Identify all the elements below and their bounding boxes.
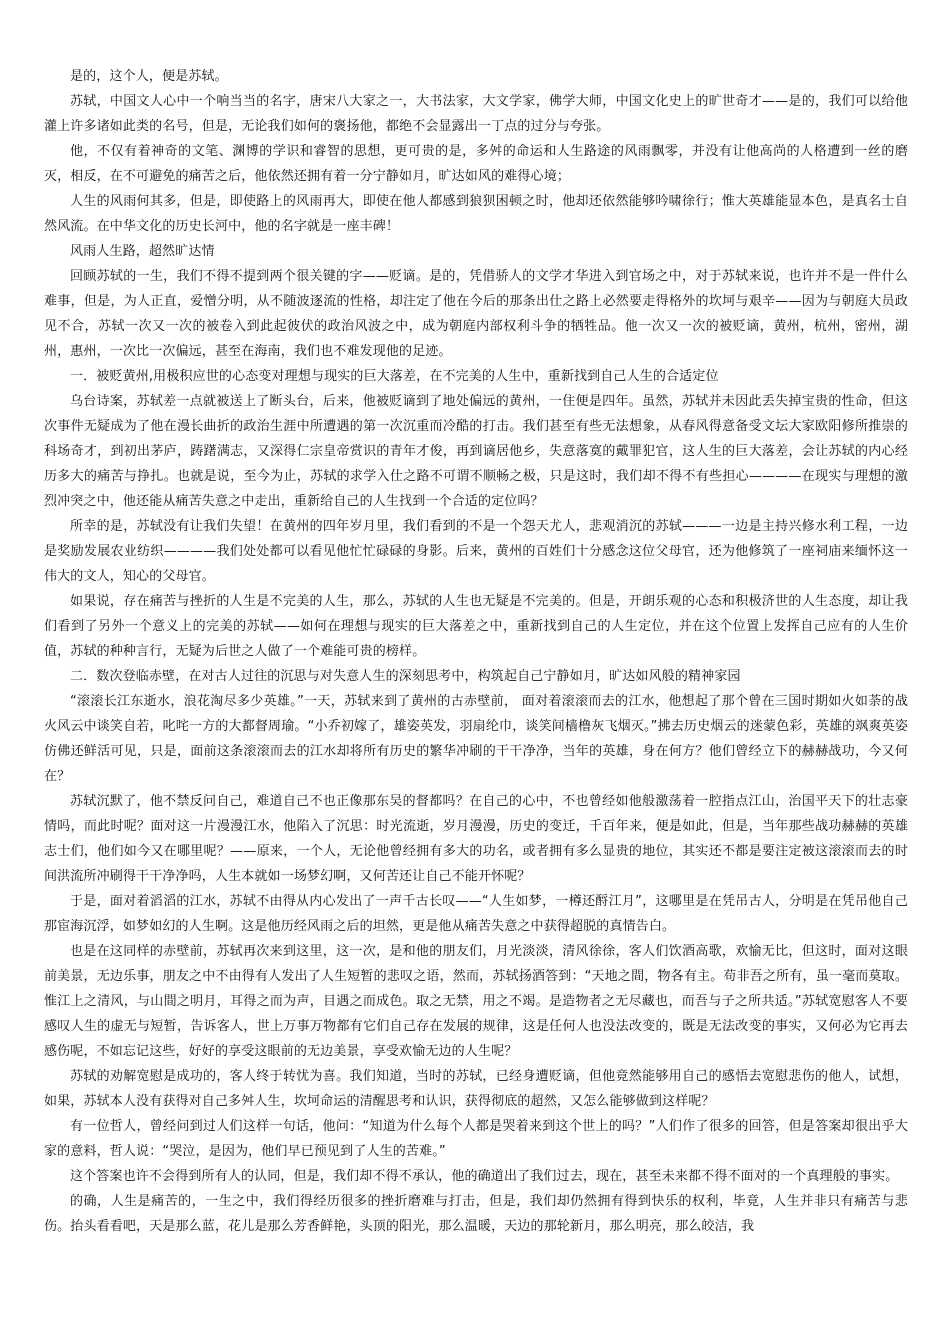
paragraph: 他，不仅有着神奇的文笔、渊博的学识和睿智的思想，更可贵的是，多舛的命运和人生路途的风雨飘零，并没有让他高尚的人格遭到一丝的磨灭，相反，在不可避免的痛苦之后，他依然还拥有着一分宁静如月，旷达如风的难得心境； xyxy=(44,144,908,184)
paragraph: 也是在这同样的赤壁前，苏轼再次来到这里，这一次，是和他的朋友们，月光淡淡，清风徐徐，客人们饮酒高歌，欢愉无比，但这时，面对这眼前美景，无边乐事，朋友之中不由得有人发出了人生短暂的悲叹之语，然而，苏轼扬酒答到：“天地之間，物各有主。苟非吾之所有，虽一毫而莫取。惟江上之清风，与山間之明月，耳得之而为声，目遇之而成色。取之无禁，用之不竭。是造物者之无尽藏也，而吾与子之所共适。”苏轼宽慰客人不要感叹人生的虚无与短暂，告诉客人，世上万事万物都有它们自己存在发展的规律，这是任何人也没法改变的，既是无法改变的事实，又何必为它再去感伤呢，不如忘记这些，好好的享受这眼前的无边美景，享受欢愉无边的人生呢？ xyxy=(44,944,908,1059)
paragraph: 乌台诗案，苏轼差一点就被送上了断头台，后来，他被贬谪到了地处偏远的黄州，一住便是四年。虽然，苏轼并未因此丢失掉宝贵的性命，但这次事件无疑成为了他在漫长曲折的政治生涯中所遭遇的第一次沉重而冷酷的打击。我们甚至有些无法想象，从春风得意备受文坛大家欧阳修所推崇的科场奇才，到初出茅庐，踌躇满志，又深得仁宗皇帝赏识的青年才俊，再到谪居他乡，失意落寞的戴罪犯官，这人生的巨大落差，会让苏轼的内心经历多大的痛苦与挣扎。也就是说，至今为止，苏轼的求学入仕之路不可谓不顺畅之极，只是这时，我们却不得不有些担心————在现实与理想的激烈冲突之中，他还能从痛苦失意之中走出，重新给自己的人生找到一个合适的定位吗？ xyxy=(44,394,908,509)
paragraph: “滚滚长江东逝水，浪花淘尽多少英雄。”一天，苏轼来到了黄州的古赤壁前， 面对着滚滚而去的江水，他想起了那个曾在三国时期如火如荼的战火风云中谈笑自若，叱咤一方的大都督周瑜。“小乔初嫁了，雄姿英发，羽扇纶巾，谈笑间樯橹灰飞烟灭。”拂去历史烟云的迷蒙色彩，英雄的飒爽英姿仿佛还鲜活可见，只是，面前这条滚滚而去的江水却将所有历史的繁华冲刷的干干净净，当年的英雄，身在何方？他们曾经立下的赫赫战功，今又何在？ xyxy=(44,694,908,784)
paragraph: 所幸的是，苏轼没有让我们失望！在黄州的四年岁月里，我们看到的不是一个怨天尤人，悲观消沉的苏轼———一边是主持兴修水利工程，一边是奖励发展农业纺织————我们处处都可以看见他忙忙碌碌的身影。后来，黄州的百姓们十分感念这位父母官，还为他修筑了一座祠庙来缅怀这一伟大的文人，知心的父母官。 xyxy=(44,519,908,584)
section-heading-2: 二．数次登临赤壁，在对古人过往的沉思与对失意人生的深刻思考中，构筑起自己宁静如月，旷达如风般的精神家园 xyxy=(70,669,741,684)
paragraph: 有一位哲人，曾经问到过人们这样一句话，他问：“知道为什么每个人都是哭着来到这个世上的吗？”人们作了很多的回答，但是答案却很出乎大家的意料，哲人说：“哭泣，是因为，他们早已预见到了人生的苦难。” xyxy=(44,1119,908,1159)
paragraph: 的确，人生是痛苦的，一生之中，我们得经历很多的挫折磨难与打击，但是，我们却仍然拥有得到快乐的权利，毕竟，人生并非只有痛苦与悲伤。抬头看看吧，天是那么蓝，花儿是那么芳香鲜艳，头顶的阳光，那么温暖，天边的那轮新月，那么明亮，那么皎洁，我 xyxy=(44,1194,908,1234)
document-body xyxy=(44,64,908,1239)
paragraph: 这个答案也许不会得到所有人的认同，但是，我们却不得不承认，他的确道出了我们过去，现在，甚至未来都不得不面对的一个真理般的事实。 xyxy=(70,1169,899,1184)
paragraph: 人生的风雨何其多，但是，即使路上的风雨再大，即使在他人都感到狼狈困顿之时，他却还依然能够吟啸徐行；惟大英雄能显本色，是真名士自然风流。在中华文化的历史长河中，他的名字就是一座丰碑！ xyxy=(44,194,908,234)
paragraph: 苏轼，中国文人心中一个响当当的名字，唐宋八大家之一，大书法家，大文学家，佛学大师，中国文化史上的旷世奇才——是的，我们可以给他灌上许多诸如此类的名号，但是，无论我们如何的褒扬他，都绝不会显露出一丁点的过分与夸张。 xyxy=(44,94,908,134)
paragraph: 是的，这个人，便是苏轼。 xyxy=(70,69,228,84)
paragraph: 苏轼沉默了，他不禁反问自己，难道自己不也正像那东吴的督都吗？在自己的心中，不也曾经如他般激荡着一腔指点江山，治国平天下的壮志豪情吗，而此时呢？面对这一片漫漫江水，他陷入了沉思：时光流逝，岁月漫漫，历史的变迁，千百年来，便是如此，但是，当年那些战功赫赫的英雄志士们，他们如今又在哪里呢？——原来，一个人，无论他曾经拥有多大的功名，或者拥有多么显贵的地位，其实还不都是要注定被这滚滚而去的时间洪流所冲刷得干干净净吗，人生本就如一场梦幻啊，又何苦还让自己不能开怀呢？ xyxy=(44,794,908,884)
paragraph: 苏轼的劝解宽慰是成功的，客人终于转忧为喜。我们知道，当时的苏轼，已经身遭贬谪，但他竟然能够用自己的感悟去宽慰悲伤的他人，试想，如果，苏轼本人没有获得对自己多舛人生，坎坷命运的清醒思考和认识，获得彻底的超然，又怎么能够做到这样呢？ xyxy=(44,1069,908,1109)
paragraph: 回顾苏轼的一生，我们不得不提到两个很关键的字——贬谪。是的，凭借骄人的文学才华进入到官场之中，对于苏轼来说，也许并不是一件什么难事，但是，为人正直，爱憎分明，从不随波逐流的性格，却注定了他在今后的那条出仕之路上必然要走得格外的坎坷与艰辛——因为与朝庭大员政见不合，苏轼一次又一次的被卷入到此起彼伏的政治风波之中，成为朝庭内部权利斗争的牺牲品。他一次又一次的被贬谪，黄州，杭州，密州，湖州，惠州，一次比一次偏远，甚至在海南，我们也不难发现他的足迹。 xyxy=(44,269,908,359)
section-title: 风雨人生路，超然旷达情 xyxy=(70,244,215,259)
section-heading-1: 一．被贬黄州,用极积应世的心态变对理想与现实的巨大落差，在不完美的人生中，重新找到自己人生的合适定位 xyxy=(70,369,719,384)
paragraph: 于是，面对着滔滔的江水，苏轼不由得从内心发出了一声千古长叹——“人生如梦，一樽还酹江月”，这哪里是在凭吊古人，分明是在凭吊他自己那宦海沉浮，如梦如幻的人生啊。这是他历经风雨之后的坦然，更是他从痛苦失意之中获得超脱的真情告白。 xyxy=(44,894,908,934)
paragraph: 如果说，存在痛苦与挫折的人生是不完美的人生，那么，苏轼的人生也无疑是不完美的。但是，开朗乐观的心态和积极济世的人生态度，却让我们看到了另外一个意义上的完美的苏轼——如何在理想与现实的巨大落差之中，重新找到自己的人生定位，并在这个位置上发挥自己应有的人生价值，苏轼的种种言行，无疑为后世之人做了一个难能可贵的榜样。 xyxy=(44,594,908,659)
